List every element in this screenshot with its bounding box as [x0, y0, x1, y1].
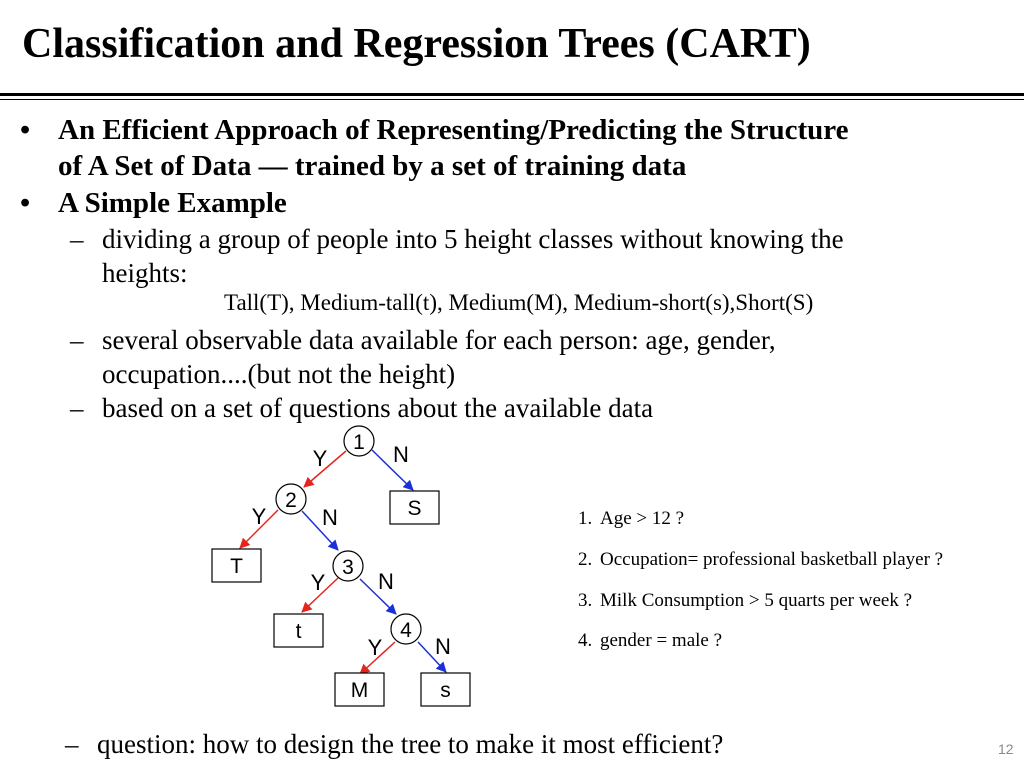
tree-leaf-label: T	[230, 555, 243, 578]
sub-bullet-text-line: question: how to design the tree to make it most efficient?	[97, 729, 724, 759]
tree-node-label: 1	[353, 431, 365, 454]
question-text: Age > 12 ?	[600, 508, 685, 529]
sub-bullet-marker: –	[65, 729, 79, 759]
question-number: 1.	[578, 508, 593, 529]
sub-bullet-marker: –	[70, 393, 84, 423]
question-item-1	[578, 508, 684, 530]
tree-edge-label: Y	[312, 446, 328, 471]
bullet-marker: •	[20, 187, 31, 219]
sub-bullet-text-line: several observable data available for each person: age, gender,	[102, 325, 776, 355]
slide-number: 12	[998, 741, 1014, 757]
sub-bullet-text-line: heights:	[102, 258, 188, 288]
tree-node-label: 4	[400, 619, 412, 642]
question-item-3	[578, 590, 912, 612]
tree-edge-label: Y	[310, 570, 326, 595]
question-text: Milk Consumption > 5 quarts per week ?	[600, 590, 913, 611]
question-number: 2.	[578, 549, 593, 570]
tree-edge-label: Y	[251, 504, 267, 529]
sub-bullet-text-line: based on a set of questions about the available data	[102, 393, 654, 423]
tree-node-label: 2	[285, 489, 297, 512]
question-text: Occupation= professional basketball player ?	[600, 549, 944, 570]
height-classes-list: Tall(T), Medium-tall(t), Medium(M), Medium-short(s),Short(S)	[224, 290, 814, 315]
sub-bullet-text-line: occupation....(but not the height)	[102, 359, 456, 389]
tree-edge-label: N	[393, 442, 409, 467]
question-number: 3.	[578, 590, 593, 611]
tree-node-label: 3	[342, 556, 354, 579]
bullet-text-line: of A Set of Data — trained by a set of training data	[58, 150, 687, 182]
tree-edge-label: Y	[367, 635, 383, 660]
tree-edge-label: N	[435, 634, 451, 659]
question-number: 4.	[578, 630, 593, 651]
sub-bullet-marker: –	[70, 325, 84, 355]
question-text: gender = male ?	[600, 630, 723, 651]
tree-edge-label: N	[378, 569, 394, 594]
sub-bullet-text-line: dividing a group of people into 5 height classes without knowing the	[102, 224, 844, 254]
bullet-text-line: A Simple Example	[58, 187, 287, 219]
tree-edge-label: N	[322, 505, 338, 530]
tree-leaf-label: M	[350, 679, 369, 702]
tree-leaf-label: s	[440, 679, 451, 702]
question-item-4	[578, 630, 722, 652]
sub-bullet-efficient-tree-question	[65, 727, 724, 761]
tree-leaf-label: S	[407, 497, 422, 520]
bullet-text-line: An Efficient Approach of Representing/Predicting the Structure	[58, 114, 849, 146]
page-title: Classification and Regression Trees (CART)	[22, 21, 811, 67]
tree-leaf-label: t	[295, 620, 302, 643]
question-item-2	[578, 549, 943, 571]
sub-bullet-marker: –	[70, 224, 84, 254]
bullet-marker: •	[20, 114, 31, 146]
